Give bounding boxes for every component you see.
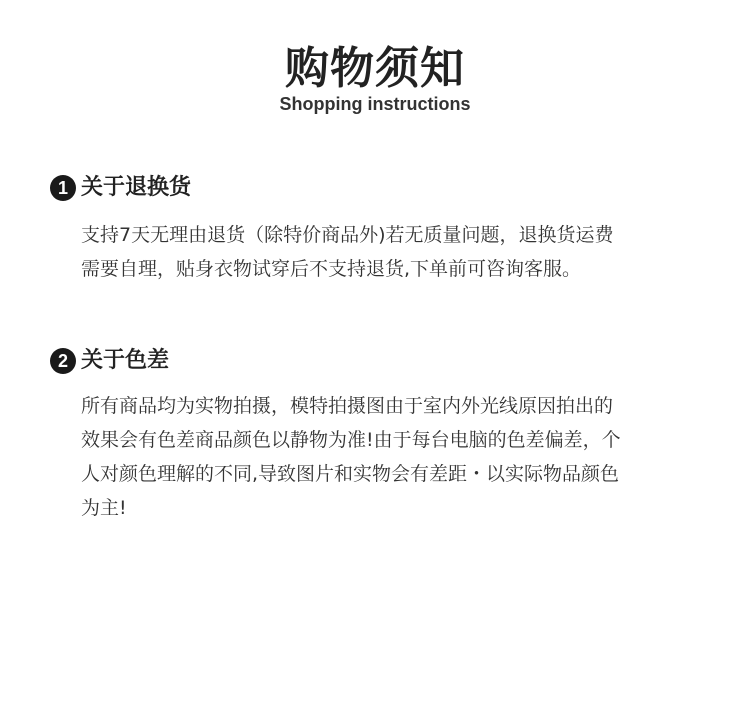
number-badge-icon: 1 (50, 175, 76, 201)
section-body-returns (81, 218, 691, 286)
section-heading-color-difference (50, 347, 169, 375)
section-title: 关于色差 (81, 348, 170, 373)
paragraph-line: 人对颜色理解的不同,导致图片和实物会有差距・以实际物品颜色 (81, 463, 620, 485)
page-title: 购物须知 (285, 43, 465, 94)
section-heading-returns (50, 174, 191, 202)
section-body-color-difference (81, 389, 691, 525)
paragraph-line: 效果会有色差商品颜色以静物为准!由于每台电脑的色差偏差，个 (81, 429, 621, 451)
section-title: 关于退换货 (81, 175, 192, 200)
paragraph-line: 需要自理，贴身衣物试穿后不支持退货,下单前可咨询客服。 (81, 258, 582, 280)
page-subtitle: Shopping instructions (279, 94, 471, 114)
number-badge-icon: 2 (50, 348, 76, 374)
paragraph-line: 支持7天无理由退货（除特价商品外)若无质量问题，退换货运费 (81, 224, 614, 246)
paragraph-line: 为主! (81, 497, 127, 519)
paragraph-line: 所有商品均为实物拍摄，模特拍摄图由于室内外光线原因拍出的 (81, 395, 614, 417)
